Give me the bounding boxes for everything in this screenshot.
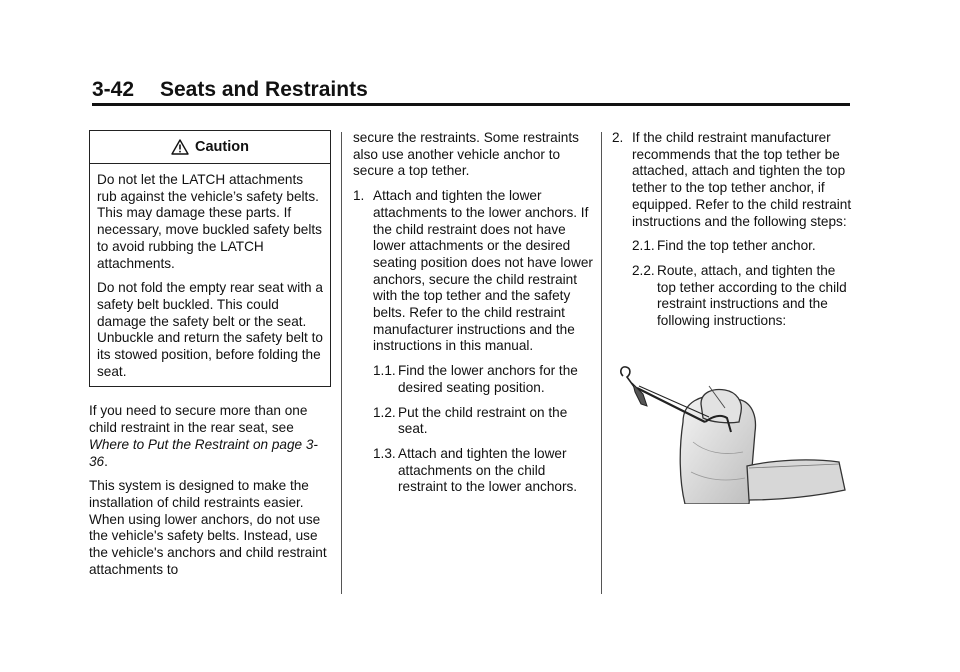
substep-text: Route, attach, and tighten the top tether according to the child restraint instructions and the following instructions: (657, 262, 847, 329)
caution-body (90, 164, 330, 386)
step-2 (612, 130, 857, 230)
step-number: 2. (612, 130, 624, 145)
substep-text: Find the top tether anchor. (657, 238, 816, 254)
substep-text: Attach and tighten the lower attachments on the child restraint to the lower anchors. (398, 445, 578, 495)
paragraph-system-design: This system is designed to make the installation of child restraints easier. When using lower anchors, do not use the vehicle's safety belts. Instead, use the vehicle's anchors and child restraint attachments to (89, 478, 327, 577)
column-1 (89, 130, 331, 578)
page-number: 3-42 (92, 78, 135, 101)
header-rule (92, 103, 850, 106)
column-2 (353, 130, 598, 496)
paragraph-end: . (104, 453, 108, 469)
paragraph-intro: secure the restraints. Some restraints also use another vehicle anchor to secure a top tether. (353, 130, 579, 179)
substep-1-3 (353, 446, 598, 496)
substep-text: Put the child restraint on the seat. (398, 404, 568, 437)
substep-number: 1.2. (373, 404, 396, 420)
top-tether-seat-illustration (613, 362, 849, 504)
substep-1-2 (353, 405, 598, 438)
column-divider-1 (341, 132, 342, 594)
paragraph-text: If you need to secure more than one child restraint in the rear seat, see (89, 403, 308, 436)
caution-paragraph-2: Do not fold the empty rear seat with a safety belt buckled. This could damage the safety belt or the seat. Unbuckle and return the safety belt to its stowed position, before folding the seat. (97, 280, 323, 379)
substep-2-1 (612, 238, 857, 255)
cross-reference-link[interactable]: Where to Put the Restraint on page 3-36 (89, 436, 318, 469)
section-title: Seats and Restraints (160, 78, 368, 101)
column-3 (612, 130, 857, 330)
step-1 (353, 188, 598, 355)
caution-paragraph-1: Do not let the LATCH attachments rub against the vehicle’s safety belts. This may damage these parts. If necessary, move buckled safety belts to avoid rubbing the LATCH attachments. (97, 172, 322, 271)
substep-2-2 (612, 263, 857, 330)
substep-number: 2.1. (632, 238, 655, 254)
substep-number: 1.3. (373, 445, 396, 461)
substep-1-1 (353, 363, 598, 396)
substep-number: 1.1. (373, 363, 396, 379)
column-1-text (89, 403, 331, 578)
substep-number: 2.2. (632, 262, 655, 278)
column-divider-2 (601, 132, 602, 594)
caution-box (89, 130, 331, 387)
step-number: 1. (353, 188, 365, 204)
substep-text: Find the lower anchors for the desired seating position. (398, 363, 578, 395)
caution-title: Caution (195, 138, 249, 155)
step-text: If the child restraint manufacturer recommends that the top tether be attached, attach and tighten the top tether to the top tether anchor, if equipped. Refer to the child restraint instructions and the following steps: (632, 130, 852, 229)
paragraph-multiple-restraints (89, 403, 331, 470)
warning-triangle-icon (171, 139, 189, 155)
step-text: Attach and tighten the lower attachments to the lower anchors. If the child restraint does not have lower attachments or the desired seating position does not have lower anchors, secure the child restraint with the top tether and the safety belts. Refer to the child restraint manufacturer instructions and the instructions in this manual. (373, 188, 593, 354)
caution-header (90, 131, 330, 164)
